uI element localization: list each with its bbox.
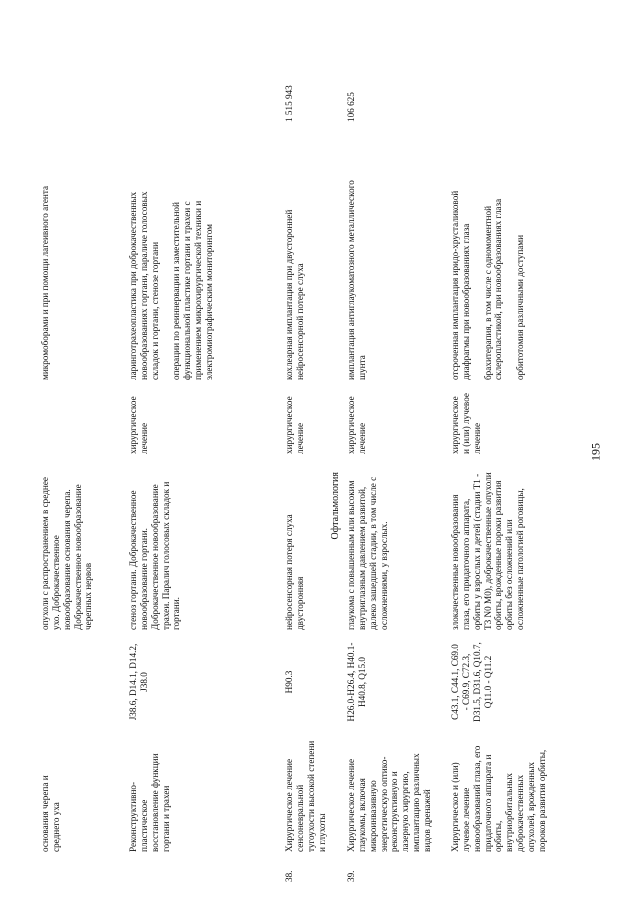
row-number: 39. (346, 870, 356, 882)
treatment-method: кохлеарная имплантация при двусторонней нейросенсорной потере слуха (284, 209, 305, 380)
row-number: 38. (284, 870, 294, 882)
patient-model: стеноз гортани. Доброкачественное новообразование гортани. Доброкачественное новообразование трахеи. Паралич голосовых складок и гортани. (128, 481, 182, 630)
treatment-type: хирургическое и (или) лучевое лечение (450, 393, 482, 454)
treatment-method: ларинготрахеопластика при доброкачественных новообразованиях гортани, параличе голосовых складок и гортани, стенозе гортани операции по реиннервации и заместительной функциональной пластике гортани и трахеи с применением микрохирургической техники и электромиографическим мониторингом (128, 191, 215, 380)
care-type: Хирургическое лечение глаукомы, включая микроинвазивную энергетическую оптико-реконструктивную и лазерную хирургию, имплантацию различных видов дренажей (346, 753, 433, 852)
care-type: Хирургическое и (или) лучевое лечение новообразований глаза, его придаточного аппарата и орбиты, внутриорбитальных доброкачественных опухолей, врожденных пороков развития орбиты, (450, 745, 547, 852)
care-type: Хирургическое лечение сенсоневральной тугоухости высокой степени и глухоты (284, 740, 327, 852)
icd-codes: H26.0-H26.4, H40.1-H40.8, Q15.0 (346, 642, 367, 722)
treatment-type: хирургическое лечение (284, 396, 305, 454)
care-type: Реконструктивно-пластическое восстановление функции гортани и трахеи (128, 753, 171, 852)
treatment-type: хирургическое лечение (128, 396, 149, 454)
norm-cost: 106 625 (346, 92, 356, 122)
treatment-method: имплантация антиглаукоматозного металлического шунта (346, 180, 367, 380)
rotated-table (40, 22, 600, 882)
norm-cost: 1 515 943 (284, 85, 294, 122)
treatment-method: отсроченная имплантация иридо-хрусталиковой диафрагмы при новообразованиях глаза брахитерапия, в том числе с одномоментной склеропластикой, при новообразованиях глаза орбитотомия различными доступами (450, 190, 526, 380)
page-number-text: 195 (588, 443, 603, 461)
patient-model: опухоли с распространением в среднее ухо. Доброкачественное новообразование основания черепа. Доброкачественное новообразование черепных нервов (40, 477, 94, 630)
treatment-type: хирургическое лечение (346, 396, 367, 454)
treatment-method: микромоборами и при помощи лагеивного агента (40, 185, 50, 380)
care-type: основания черепа и среднего уха (40, 775, 61, 852)
icd-codes: J38.6, D14.1, D14.2, J38.0 (128, 643, 149, 721)
section-title: Офтальмология (330, 472, 341, 540)
patient-model: глаукома с повышенным или высоким внутриглазным давлением развитой, далеко зашедшей стадии, в том числе с осложнениями, у взрослых. (346, 476, 389, 630)
icd-codes: C43.1, C44.1, C69.0 - C69.9, C72.3, D31.5, D31.6, Q10.7, Q11.0 - Q11.2 (450, 642, 493, 722)
patient-model: злокачественные новообразования глаза, его придаточного аппарата, орбиты у взрослых и детей (стадии T1 - T3 N0 M0), доброкачественные опухоли орбиты, врожденные пороки развития орбиты без осложнений или осложненные патологией роговицы, (450, 472, 526, 630)
icd-codes: H90.3 (284, 670, 294, 694)
patient-model: нейросенсорная потеря слуха двусторонняя (284, 514, 305, 630)
